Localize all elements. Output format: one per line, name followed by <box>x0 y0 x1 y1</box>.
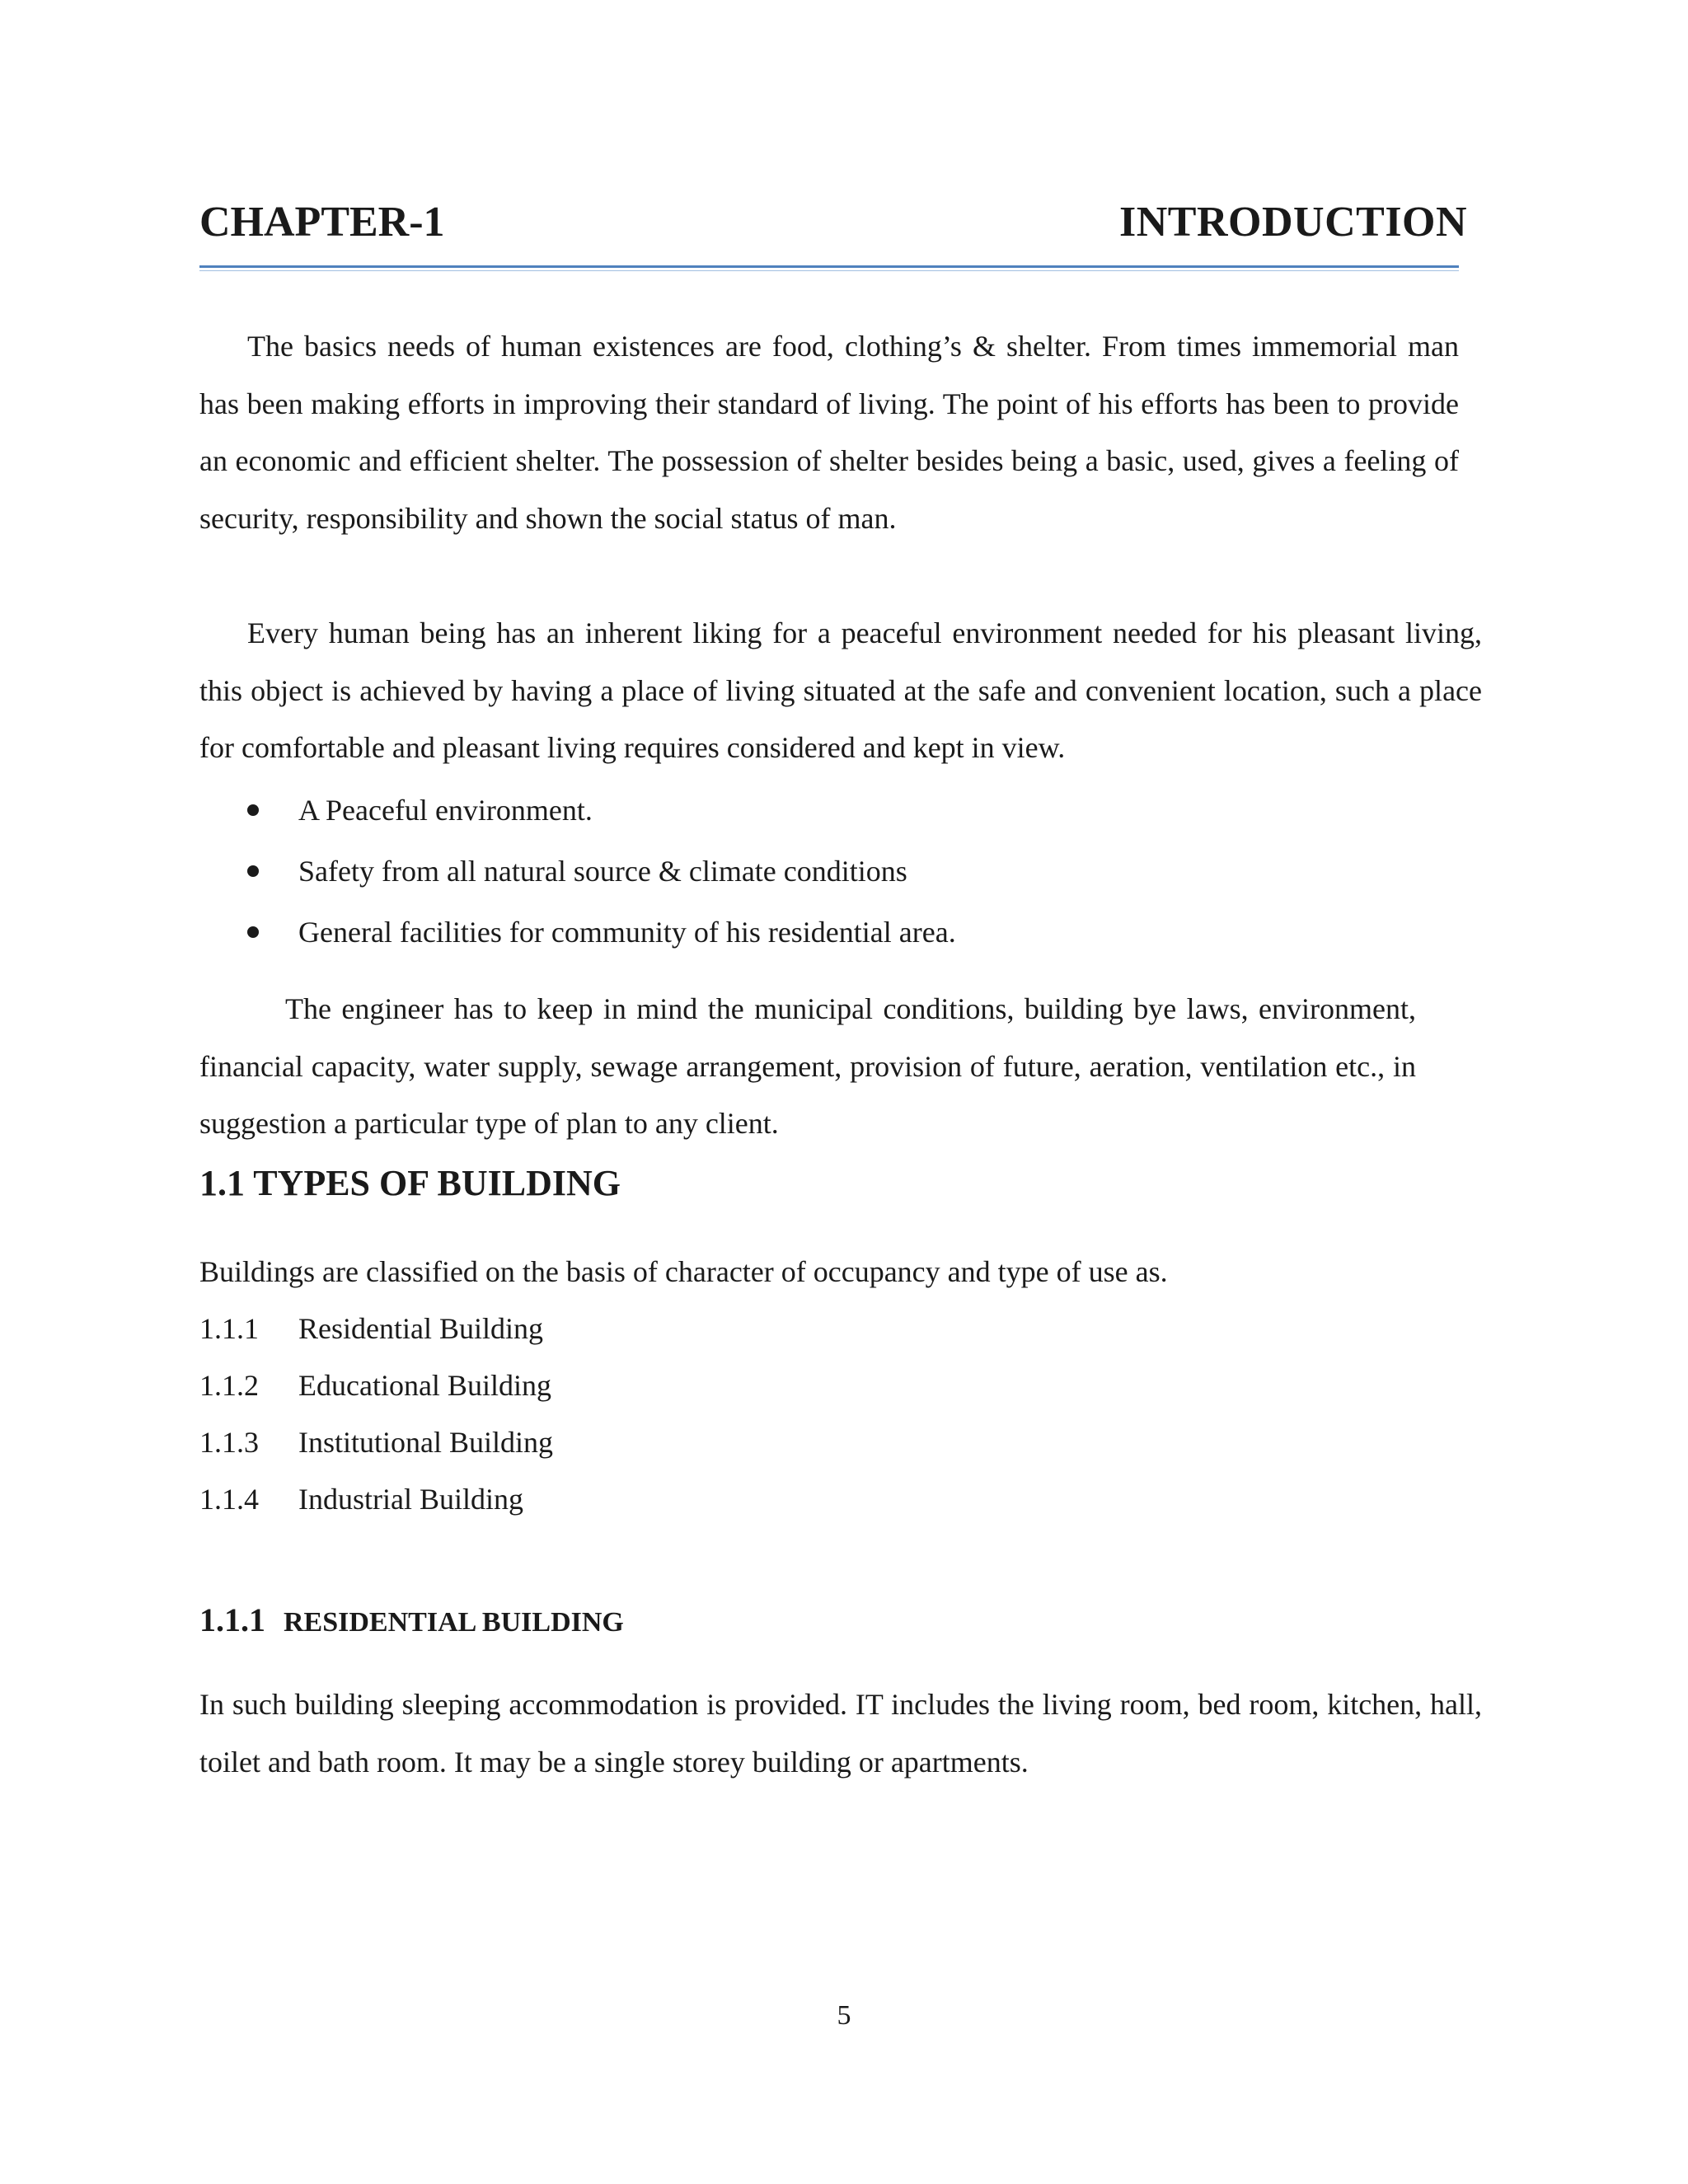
bullet-icon <box>247 926 259 938</box>
section-heading-types-of-building: 1.1 TYPES OF BUILDING <box>199 1163 621 1203</box>
types-intro-text: Buildings are classified on the basis of character of occupancy and type of use as. <box>199 1255 1168 1288</box>
intro-paragraph-2: Every human being has an inherent liking for a peaceful environment needed for his pleasant living, this object is achieved by having a place of living situated at the safe and convenient location, such a place for comfortable and pleasant living requires considered and kept in view. <box>199 616 1482 765</box>
list-item-number: 1.1.3 <box>199 1426 259 1459</box>
chapter-label: CHAPTER-1 <box>199 199 445 246</box>
list-item <box>199 1301 553 1357</box>
list-item-number: 1.1.4 <box>199 1483 259 1516</box>
requirements-bullet-list <box>247 780 956 963</box>
list-item-label: Industrial Building <box>298 1483 523 1516</box>
bullet-item <box>247 780 956 841</box>
chapter-title: INTRODUCTION <box>1119 199 1468 246</box>
list-item-number: 1.1.2 <box>199 1369 259 1402</box>
header-rule-thin <box>199 270 1459 271</box>
bullet-icon <box>247 804 259 816</box>
list-item <box>199 1471 553 1528</box>
list-item-label: Educational Building <box>298 1369 551 1402</box>
bullet-icon <box>247 865 259 877</box>
list-item-label: Residential Building <box>298 1312 543 1345</box>
page-number: 5 <box>837 2000 851 2031</box>
subsection-heading-residential <box>199 1597 624 1651</box>
residential-building-text: In such building sleeping accommodation is provided. IT includes the living room, bed room, kitchen, hall, toilet and bath room. It may be a single storey building or apartments. <box>199 1688 1482 1779</box>
intro-paragraph-3: The engineer has to keep in mind the municipal conditions, building bye laws, environment, financial capacity, water supply, sewage arrangement, provision of future, aeration, ventilation etc., in suggestion a particular type of plan to any client. <box>199 992 1416 1141</box>
intro-paragraph-1: The basics needs of human existences are food, clothing’s & shelter. From times immemorial man has been making efforts in improving their standard of living. The point of his efforts has been to provide an economic and efficient shelter. The possession of shelter besides being a basic, used, gives a feeling of security, responsibility and shown the social status of man. <box>199 330 1459 535</box>
list-item <box>199 1414 553 1471</box>
bullet-item <box>247 841 956 902</box>
subsection-title: RESIDENTIAL BUILDING <box>284 1607 624 1638</box>
bullet-item <box>247 902 956 963</box>
building-types-list <box>199 1301 553 1528</box>
header-rule <box>199 265 1459 268</box>
bullet-text: Safety from all natural source & climate conditions <box>298 855 907 888</box>
list-item-label: Institutional Building <box>298 1426 554 1459</box>
bullet-text: A Peaceful environment. <box>298 794 593 827</box>
list-item-number: 1.1.1 <box>199 1312 259 1345</box>
bullet-text: General facilities for community of his residential area. <box>298 916 956 949</box>
list-item <box>199 1357 553 1414</box>
subsection-number: 1.1.1 <box>199 1601 265 1638</box>
